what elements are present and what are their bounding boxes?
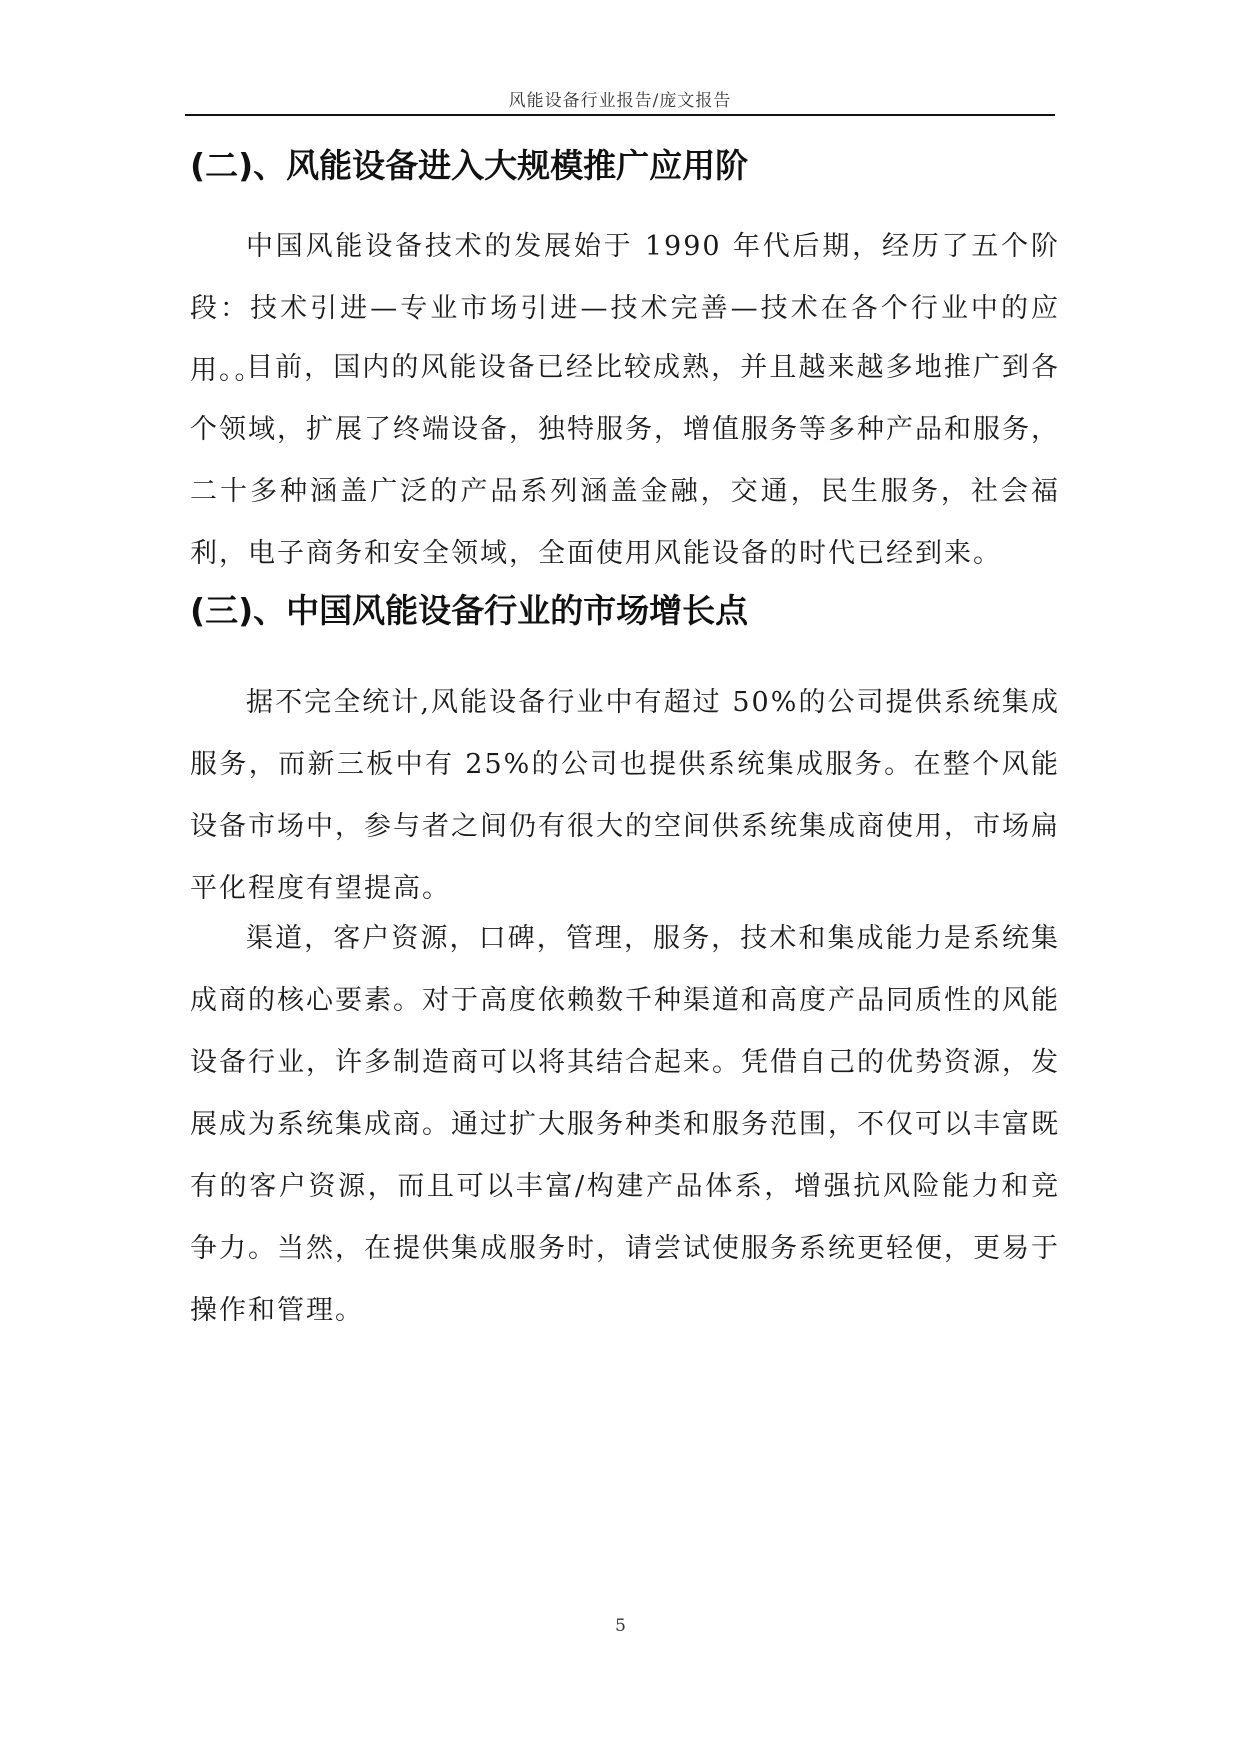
page-number: 5 [615,1616,626,1636]
paragraph-3: 据不完全统计,风能设备行业中有超过 50%的公司提供系统集成服务，而新三板中有 25%的公司也提供系统集成服务。在整个风能设备市场中，参与者之间仍有很大的空间供系统集成商使用，市场扁平化程度有望提高。 [190,687,1060,904]
header-rule [185,114,1055,116]
page-header: 风能设备行业报告/庞文报告 [508,91,732,111]
section-heading-2: (二)、风能设备进入大规模推广应用阶 [190,146,749,185]
paragraph-1: 中国风能设备技术的发展始于 1990 年代后期，经历了五个阶段：技术引进—专业市场引进—技术完善—技术在各个行业中的应用。。 [190,231,1060,386]
paragraph-4: 渠道，客户资源，口碑，管理，服务，技术和集成能力是系统集成商的核心要素。对于高度依赖数千种渠道和高度产品同质性的风能设备行业，许多制造商可以将其结合起来。凭借自己的优势资源，发展成为系统集成商。通过扩大服务种类和服务范围，不仅可以丰富既有的客户资源，而且可以丰富/构建产品体系，增强抗风险能力和竞争力。当然，在提供集成服务时，请尝试使服务系统更轻便，更易于操作和管理。 [190,923,1060,1326]
paragraph-2: 目前，国内的风能设备已经比较成熟，并且越来越多地推广到各个领域，扩展了终端设备，独特服务，增值服务等多种产品和服务，二十多种涵盖广泛的产品系列涵盖金融，交通，民生服务，社会福利，电子商务和安全领域，全面使用风能设备的时代已经到来。 [190,352,1060,569]
section-heading-3: (三)、中国风能设备行业的市场增长点 [190,591,749,630]
